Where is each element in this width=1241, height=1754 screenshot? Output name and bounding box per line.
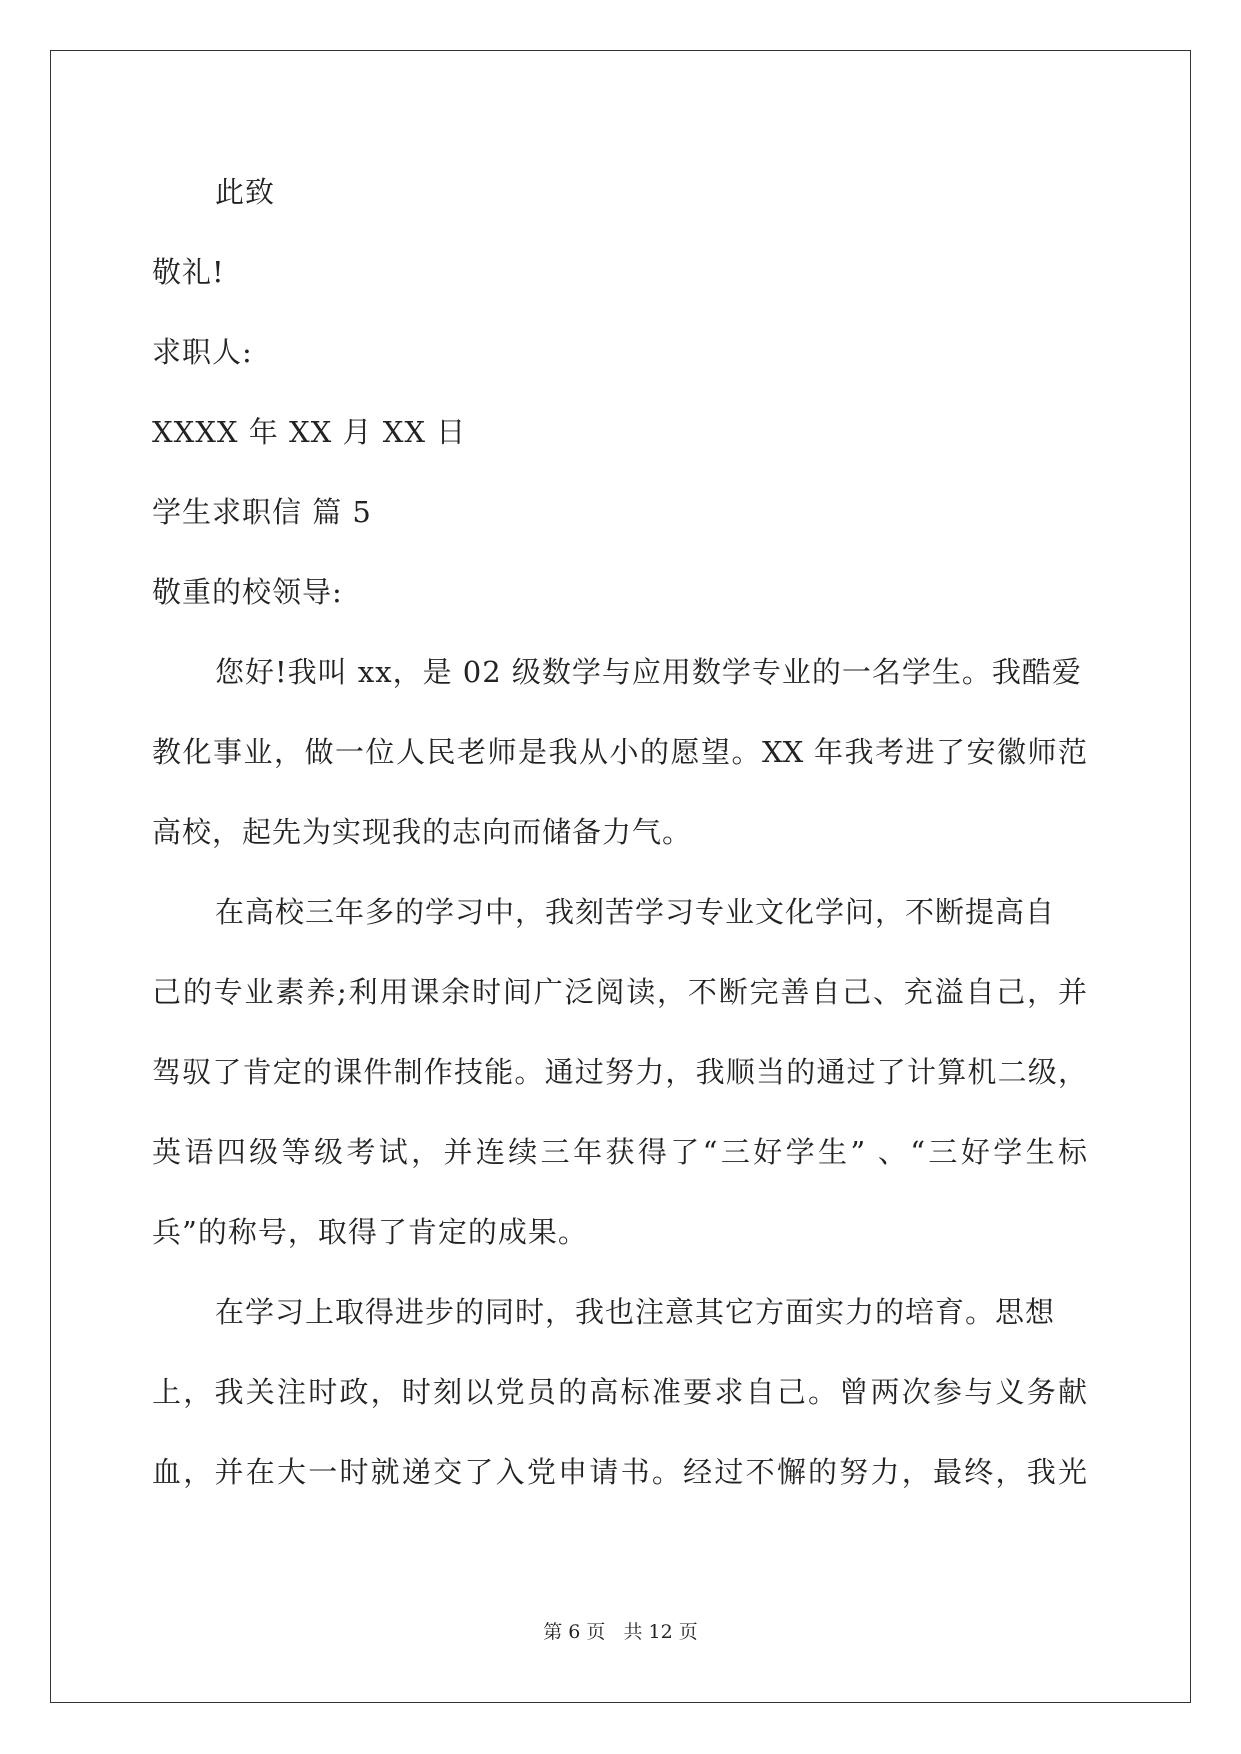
paragraph-2-line-3: 驾驭了肯定的课件制作技能。通过努力，我顺当的通过了计算机二级， <box>152 1055 1087 1089</box>
paragraph-3-line-2: 上，我关注时政，时刻以党员的高标准要求自己。曾两次参与义务献 <box>152 1375 1087 1409</box>
greeting: 敬重的校领导: <box>152 575 343 609</box>
closing-salutation: 此致 <box>215 175 276 209</box>
paragraph-1-line-2: 教化事业，做一位人民老师是我从小的愿望。XX 年我考进了安徽师范 <box>152 735 1087 769</box>
applicant-label: 求职人: <box>152 335 253 369</box>
paragraph-1-line-3: 高校，起先为实现我的志向而储备力气。 <box>152 815 693 849</box>
paragraph-3-line-3: 血，并在大一时就递交了入党申请书。经过不懈的努力，最终，我光 <box>152 1455 1087 1489</box>
paragraph-2-line-1: 在高校三年多的学习中，我刻苦学习专业文化学问，不断提高自 <box>215 895 1056 929</box>
paragraph-1-line-1: 您好!我叫 xx，是 02 级数学与应用数学专业的一名学生。我酷爱 <box>215 655 1082 689</box>
paragraph-2-line-2: 己的专业素养;利用课余时间广泛阅读，不断完善自己、充溢自己，并 <box>152 975 1087 1009</box>
paragraph-2-line-4: 英语四级等级考试，并连续三年获得了“三好学生” 、“三好学生标 <box>152 1135 1087 1169</box>
closing-regards: 敬礼! <box>152 255 225 289</box>
paragraph-3-line-1: 在学习上取得进步的同时，我也注意其它方面实力的培育。思想 <box>215 1295 1056 1329</box>
page-number-footer: 第 6 页 共 12 页 <box>543 1621 698 1643</box>
section-heading: 学生求职信 篇 5 <box>152 495 372 529</box>
paragraph-2-line-5: 兵”的称号，取得了肯定的成果。 <box>152 1215 588 1249</box>
date-line: XXXX 年 XX 月 XX 日 <box>152 415 467 449</box>
